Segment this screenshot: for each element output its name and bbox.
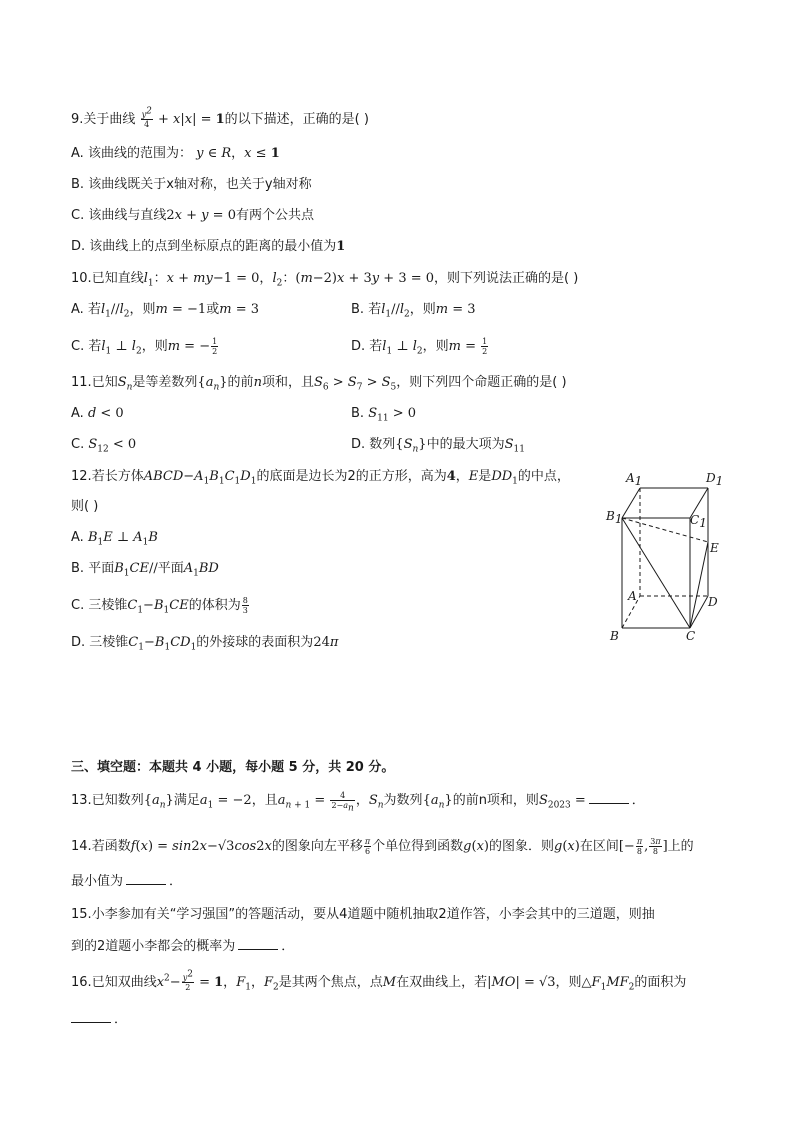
label-b: B — [610, 629, 619, 643]
q9-stem: 9.关于曲线 $\frac{y^2}{4}$ + x|x| = 1的以下描述，正确的是( ) — [71, 106, 369, 129]
q12-option-d: D. 三棱锥$C_1-B_1CD_1$的外接球的表面积为24π — [71, 635, 339, 653]
edge-b1-a1 — [622, 488, 640, 518]
label-b1: B1 — [606, 509, 623, 526]
q10-number: 10. — [71, 271, 92, 286]
label-c: C — [686, 629, 696, 643]
q11-option-b: B. $S_{11} > 0$ — [351, 406, 416, 424]
q14-number: 14. — [71, 839, 92, 854]
q10-option-d: D. 若$l_1$ ⊥ $l_2$，则m = $\frac{1}{2}$ — [351, 337, 488, 357]
q9-number: 9. — [71, 112, 84, 127]
q10-option-a: A. 若$l_1//l_2$，则m = −1或m = 3 — [71, 302, 259, 320]
label-d: D — [708, 595, 718, 609]
q10-option-b: B. 若$l_1//l_2$，则m = 3 — [351, 302, 476, 320]
q10-stem: 10.已知直线$l_1$：x + my−1 = 0，$l_2$：(m−2)x + 3y + 3 = 0，则下列说法正确的是( ) — [71, 271, 579, 289]
q11-option-c: C. $S_{12} < 0$ — [71, 437, 137, 455]
q15-number: 15. — [71, 907, 92, 922]
q15-line2: 到的2道题小李都会的概率为 ． — [71, 939, 295, 954]
q15-answer-blank — [238, 937, 278, 950]
q14-line2: 最小值为 ． — [71, 874, 183, 889]
q16-answer-blank — [71, 1010, 111, 1023]
q11-option-d: D. 数列$\{S_n\}$中的最大项为$S_{11}$ — [351, 437, 525, 455]
q12-option-a: A. $B_1E$ ⊥ $A_1B$ — [71, 530, 158, 548]
section3-heading: 三、填空题：本题共 4 小题，每小题 5 分，共 20 分。 — [71, 760, 395, 775]
q13-text: 13.已知数列$\{a_n\}$满足$a_1 = -2$，且$a_{n + 1}$ = $\frac{4}{2-a_n}$ ，$S_n$为数列$\{a_n\}$的前n项和，则$S_{2023}$ = ． — [71, 791, 645, 814]
q12-number: 12. — [71, 469, 92, 484]
q9-fraction: $\frac{y^2}{4}$ — [141, 106, 152, 129]
q10-option-c: C. 若$l_1$ ⊥ $l_2$，则m = − $\frac{1}{2}$ — [71, 337, 218, 357]
q16-text: 16.已知双曲线$x^2-$ $\frac{y^2}{2}$ = 1，$F_1$，$F_2$是其两个焦点，点M在双曲线上，若|MO| = √3，则$\triangle F_1MF_2$的面积为 — [71, 969, 687, 993]
q11-number: 11. — [71, 375, 92, 390]
segment-c-e — [690, 542, 708, 628]
q12-option-c: C. 三棱锥$C_1-B_1CE$的体积为 $\frac{8}{3}$ — [71, 596, 248, 616]
label-d1: D1 — [706, 471, 724, 488]
q11-option-a: A. d < 0 — [71, 406, 124, 421]
label-a1: A1 — [626, 471, 643, 488]
q11-stem: 11.已知$S_n$是等差数列$\{a_n\}$的前n项和，且$S_6 > S_7 > S_5$，则下列四个命题正确的是( ) — [71, 375, 567, 393]
q12-option-b: B. 平面$B_1CE//$平面$A_1BD$ — [71, 561, 219, 579]
q12-stem: 12.若长方体$ABCD-A_1B_1C_1D_1$的底面是边长为2的正方形，高为4，E是$DD_1$的中点， — [71, 469, 570, 487]
segment-b1-c — [622, 518, 690, 628]
q13-answer-blank — [589, 791, 629, 804]
q15-line1: 15.小李参加有关“学习强国”的答题活动，要从4道题中随机抽取2道作答，小李会其中的三道题，则抽 — [71, 907, 655, 922]
edge-c-d — [690, 596, 708, 628]
q14-text: 14.若函数f(x) = sin2x−√3cos2x的图象向左平移 $\frac{\pi}{6}$ 个单位得到函数g(x)的图象．则g(x)在区间[− $\frac{\pi}{8}$ , $\frac{3\pi}{8}$ ]上的 — [71, 837, 694, 856]
label-a: A — [628, 589, 637, 603]
q16-line2: ． — [71, 1010, 127, 1030]
label-c1: C1 — [690, 513, 707, 530]
q9-option-a: A. 该曲线的范围为： y ∈ R，x ≤ 1 — [71, 146, 280, 161]
label-e: E — [710, 541, 719, 555]
cuboid-figure — [600, 466, 740, 646]
q14-answer-blank — [126, 872, 166, 885]
q9-option-c: C. 该曲线与直线2x + y = 0有两个公共点 — [71, 208, 314, 223]
q13-number: 13. — [71, 793, 92, 808]
q9-option-d: D. 该曲线上的点到坐标原点的距离的最小值为1 — [71, 239, 346, 254]
q9-option-b: B. 该曲线既关于x轴对称，也关于y轴对称 — [71, 177, 312, 192]
q16-number: 16. — [71, 975, 92, 990]
q12-stem-line2: 则( ) — [71, 499, 99, 514]
